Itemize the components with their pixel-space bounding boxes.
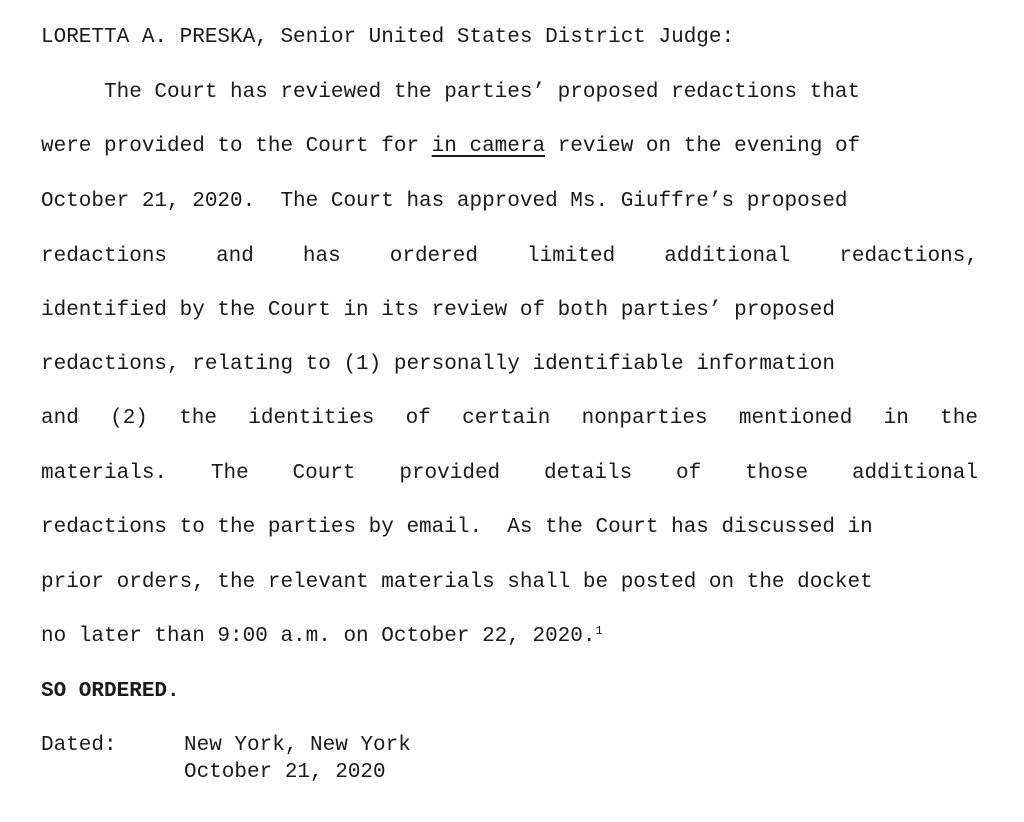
- word: those: [745, 462, 809, 485]
- dated-label: Dated:: [41, 734, 117, 757]
- body-line-7: [41, 407, 978, 431]
- word: The: [210, 462, 249, 485]
- word: mentioned: [738, 407, 853, 430]
- body-line-2-pre: were provided to the Court for: [41, 135, 432, 158]
- word: additional: [851, 462, 978, 485]
- body-line-10: prior orders, the relevant materials shall be posted on the docket: [41, 571, 873, 594]
- word: the: [940, 407, 978, 430]
- so-ordered: SO ORDERED.: [41, 680, 180, 703]
- judge-line: LORETTA A. PRESKA, Senior United States District Judge:: [41, 26, 735, 49]
- in-camera-text: in camera: [431, 135, 546, 158]
- word: ordered: [389, 245, 478, 268]
- word: the: [179, 407, 217, 430]
- body-line-9: redactions to the parties by email. As the Court has discussed in: [41, 516, 873, 539]
- word: (2): [110, 407, 148, 430]
- footnote-marker[interactable]: 1: [595, 624, 603, 638]
- body-line-1: The Court has reviewed the parties’ proposed redactions that: [41, 81, 861, 104]
- dated-place: New York, New York: [184, 734, 411, 757]
- word: has: [302, 245, 341, 268]
- word: details: [544, 462, 633, 485]
- word: in: [883, 407, 909, 430]
- body-line-5: identified by the Court in its review of both parties’ proposed: [41, 299, 835, 322]
- body-line-11: [41, 625, 603, 649]
- body-line-11-text: no later than 9:00 a.m. on October 22, 2020.: [41, 625, 596, 648]
- body-line-8: [41, 462, 978, 486]
- word: redactions,: [839, 245, 978, 268]
- word: Court: [292, 462, 356, 485]
- word: and: [41, 407, 79, 430]
- dated-date: October 21, 2020: [184, 761, 386, 784]
- body-line-2-post: review on the evening of: [545, 135, 861, 158]
- body-line-6: redactions, relating to (1) personally identifiable information: [41, 353, 835, 376]
- word: provided: [399, 462, 501, 485]
- word: redactions: [41, 245, 168, 268]
- word: additional: [664, 245, 791, 268]
- word: identities: [248, 407, 375, 430]
- word: certain: [462, 407, 551, 430]
- word: of: [676, 462, 702, 485]
- word: and: [216, 245, 254, 268]
- word: of: [405, 407, 431, 430]
- body-line-3: October 21, 2020. The Court has approved Ms. Giuffre’s proposed: [41, 190, 848, 213]
- body-line-4: [41, 245, 978, 269]
- word: limited: [527, 245, 616, 268]
- body-line-2: [41, 135, 860, 159]
- word: nonparties: [581, 407, 708, 430]
- word: materials.: [41, 462, 168, 485]
